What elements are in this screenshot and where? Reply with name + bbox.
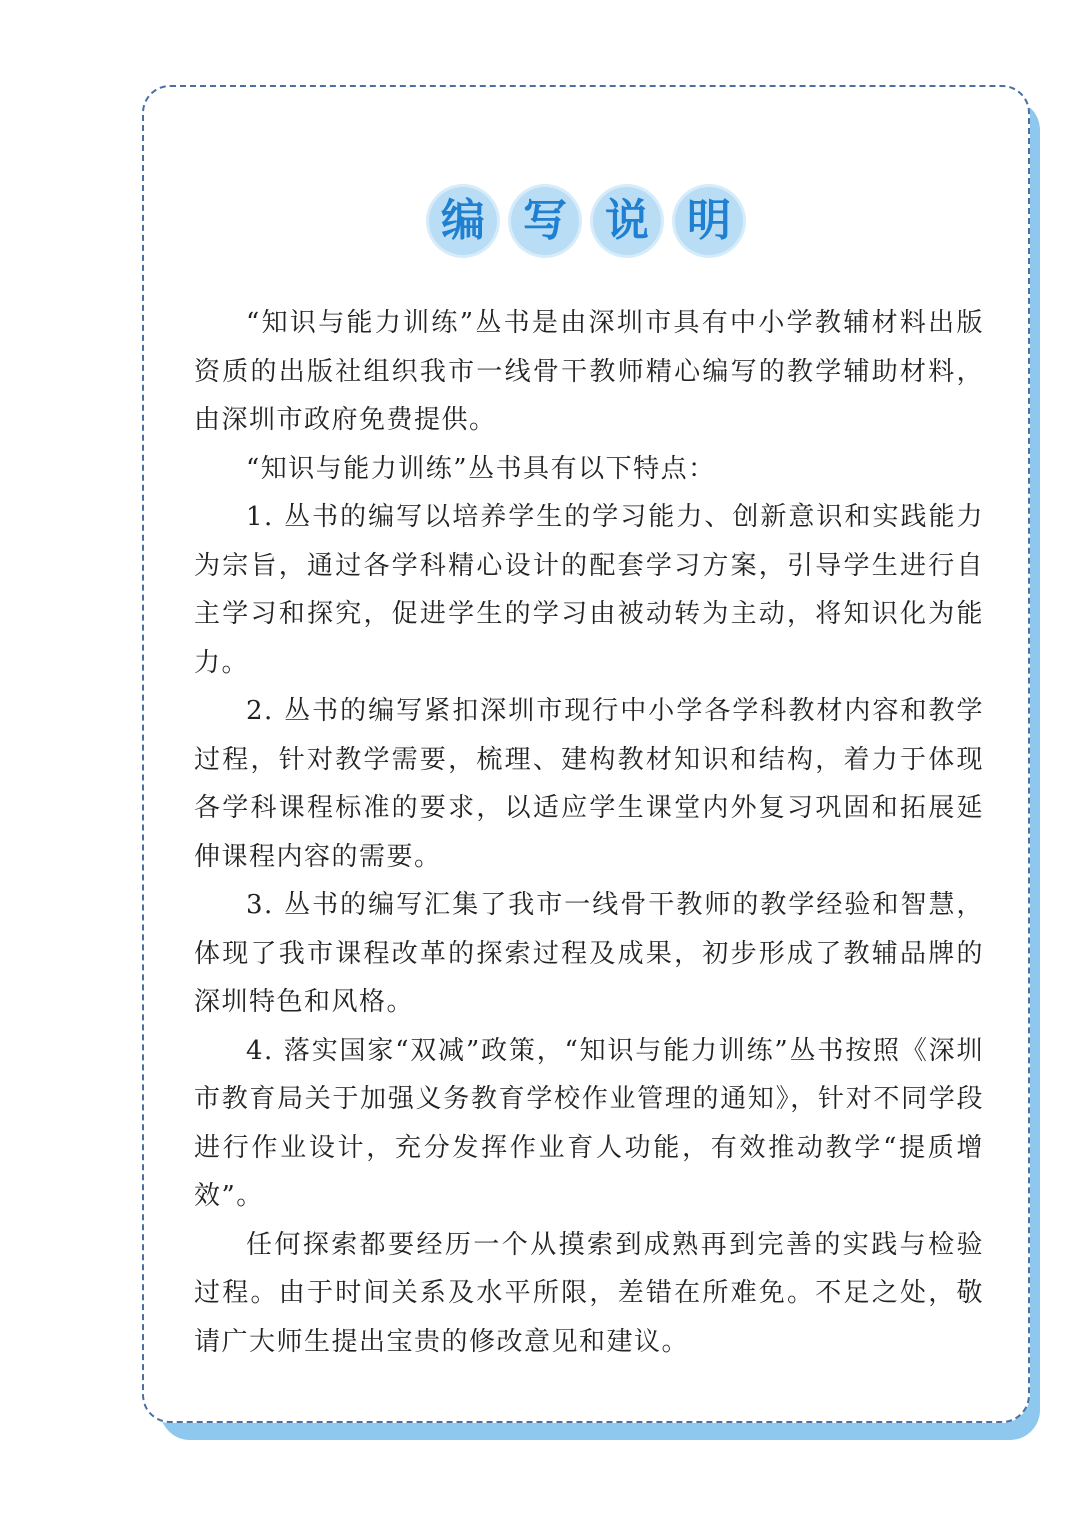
page-title: [144, 187, 1028, 255]
feature-item-4: 4. 落实国家“双减”政策，“知识与能力训练”丛书按照《深圳市教育局关于加强义务教育学校作业管理的通知》，针对不同学段进行作业设计，充分发挥作业育人功能，有效推动教学“提质增效”。: [194, 1035, 984, 1211]
document-card: [142, 85, 1030, 1423]
title-char: 明: [675, 187, 743, 255]
feature-item-2: 2. 丛书的编写紧扣深圳市现行中小学各学科教材内容和教学过程，针对教学需要，梳理、建构教材知识和结构，着力于体现各学科课程标准的要求，以适应学生课堂内外复习巩固和拓展延伸课程内容的需要。: [194, 696, 984, 872]
title-char: 编: [429, 187, 497, 255]
features-heading: “知识与能力训练”丛书具有以下特点：: [246, 453, 716, 484]
title-char: 写: [511, 187, 579, 255]
intro-paragraph: “知识与能力训练”丛书是由深圳市具有中小学教辅材料出版资质的出版社组织我市一线骨干教师精心编写的教学辅助材料，由深圳市政府免费提供。: [194, 308, 984, 435]
document-body: [194, 299, 984, 1366]
closing-paragraph: 任何探索都要经历一个从摸索到成熟再到完善的实践与检验过程。由于时间关系及水平所限，差错在所难免。不足之处，敬请广大师生提出宝贵的修改意见和建议。: [194, 1229, 984, 1357]
title-char: 说: [593, 187, 661, 255]
feature-item-3: 3. 丛书的编写汇集了我市一线骨干教师的教学经验和智慧，体现了我市课程改革的探索过程及成果，初步形成了教辅品牌的深圳特色和风格。: [194, 890, 984, 1017]
feature-item-1: 1. 丛书的编写以培养学生的学习能力、创新意识和实践能力为宗旨，通过各学科精心设计的配套学习方案，引导学生进行自主学习和探究，促进学生的学习由被动转为主动，将知识化为能力。: [194, 502, 984, 678]
